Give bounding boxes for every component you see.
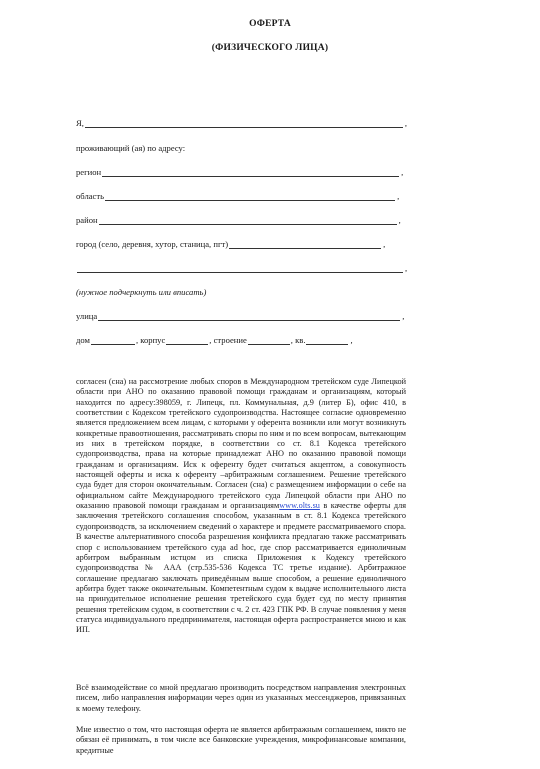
oblast-label: область xyxy=(76,191,105,201)
extra-field[interactable] xyxy=(77,264,403,273)
oblast-line xyxy=(76,191,399,201)
website-link[interactable]: www.olts.su xyxy=(279,501,320,511)
interaction-paragraph: Всё взаимодействие со мной предлагаю производить посредством направления электронных писем, либо направления информации через один из указанных мессенджеров, привязанных к моему телефону. xyxy=(76,683,406,713)
consent-text-part2: в качестве оферты для заключения третейского соглашения способом, указанным в ст. 8.1 Кодекса третейского судопроизводств, за исключением сведений о характере и предмете рассматриваемого спора. В качестве альтернативного способа разрешения конфликта предлагаю также рассматривать спор с использованием третейского суда ad hoc, где спор рассматривается единоличным арбитром выбранным истцом из списка Приложения к Кодексу третейского судопроизводства № ААА (стр.535-536 Кодекса ТС третье издание). Арбитражное соглашение предлагаю заключать приведённым выше способом, а решение единоличного арбитра будет также окончательным. Компетентным судом к выдаче исполнительного листа на принудительное исполнение решения третейского суда будет суд по месту принятия решения третейским судом, в соответствии с ч. 2 ст. 423 ГПК РФ. В случае появления у меня статуса индивидуального предпринимателя, настоящая оферта распространяется мною и как ИП. xyxy=(76,501,406,635)
region-end-comma: , xyxy=(401,167,404,177)
name-field[interactable] xyxy=(85,119,403,128)
building-label: , строение xyxy=(209,335,247,345)
i-label: Я, xyxy=(76,118,84,128)
building-field[interactable] xyxy=(248,336,290,345)
consent-paragraph xyxy=(76,377,406,636)
street-line xyxy=(76,311,404,321)
region-label: регион xyxy=(76,167,102,177)
korpus-label: , корпус xyxy=(135,335,166,345)
name-line xyxy=(76,118,407,128)
oblast-field[interactable] xyxy=(105,192,395,201)
oblast-end-comma: , xyxy=(397,191,400,201)
document-title: ОФЕРТА xyxy=(249,19,291,29)
region-line xyxy=(76,167,403,177)
house-field[interactable] xyxy=(91,336,135,345)
house-label: дом xyxy=(76,335,90,345)
rayon-label: район xyxy=(76,215,98,225)
city-label: город (село, деревня, хутор, станица, пгт) xyxy=(76,239,229,249)
rayon-field[interactable] xyxy=(99,216,397,225)
address-label: проживающий (ая) по адресу: xyxy=(76,143,186,153)
house-line xyxy=(76,335,353,345)
name-end-comma: , xyxy=(404,118,408,128)
document-subtitle: (ФИЗИЧЕСКОГО ЛИЦА) xyxy=(211,43,329,53)
street-field[interactable] xyxy=(98,312,400,321)
apt-end-comma: , xyxy=(350,335,353,345)
extra-end-comma: , xyxy=(405,263,408,273)
korpus-field[interactable] xyxy=(166,336,208,345)
street-label: улица xyxy=(76,311,98,321)
apt-label: , кв. xyxy=(290,335,306,345)
consent-text-part1: согласен (сна) на рассмотрение любых споров в Международном третейском суде Липецкой области при АНО по оказанию правовой помощи гражданам и организациям, который находится по адресу:398059, г. Липецк, пл. Коммунальная, д.9 (литер Б), офис 410, в соответствии с Кодексом третейского судопроизводства. Настоящее согласие одновременно является предложением всем лицам, с которыми у оферента возникли или могут возникнуть конкретные правоотношения, рассматривать споры по ним и по всем вопросам, вытекающим из них в третейском порядке, в соответствии со ст. 8.1 Кодекса третейского судопроизводства, права на которые принадлежат АНО по оказанию правовой помощи гражданам и организациям. Иск к оференту будет считаться акцептом, а совокупность настоящей оферты и иска к оференту –арбитражным соглашением. Решение третейского суда будет для сторон окончательным. Согласен (сна) с размещением информации о себе на официальном сайте Международного третейского суда Липецкой области при АНО по оказанию правовой помощи гражданам и организациям xyxy=(76,377,406,511)
extra-line xyxy=(76,263,407,273)
apt-field[interactable] xyxy=(306,336,348,345)
address-label-line xyxy=(76,143,185,153)
city-line xyxy=(76,239,385,249)
rayon-end-comma: , xyxy=(398,215,401,225)
rayon-line xyxy=(76,215,401,225)
street-end-comma: , xyxy=(402,311,405,321)
city-end-comma: , xyxy=(383,239,386,249)
region-field[interactable] xyxy=(102,168,399,177)
notice-paragraph: Мне известно о том, что настоящая оферта не является арбитражным соглашением, никто не обязан её принимать, в том числе все банковские учреждения, микрофинансовые компании, кредитные xyxy=(76,725,406,755)
underline-note: (нужное подчеркнуть или вписать) xyxy=(76,287,207,297)
city-field[interactable] xyxy=(229,240,381,249)
